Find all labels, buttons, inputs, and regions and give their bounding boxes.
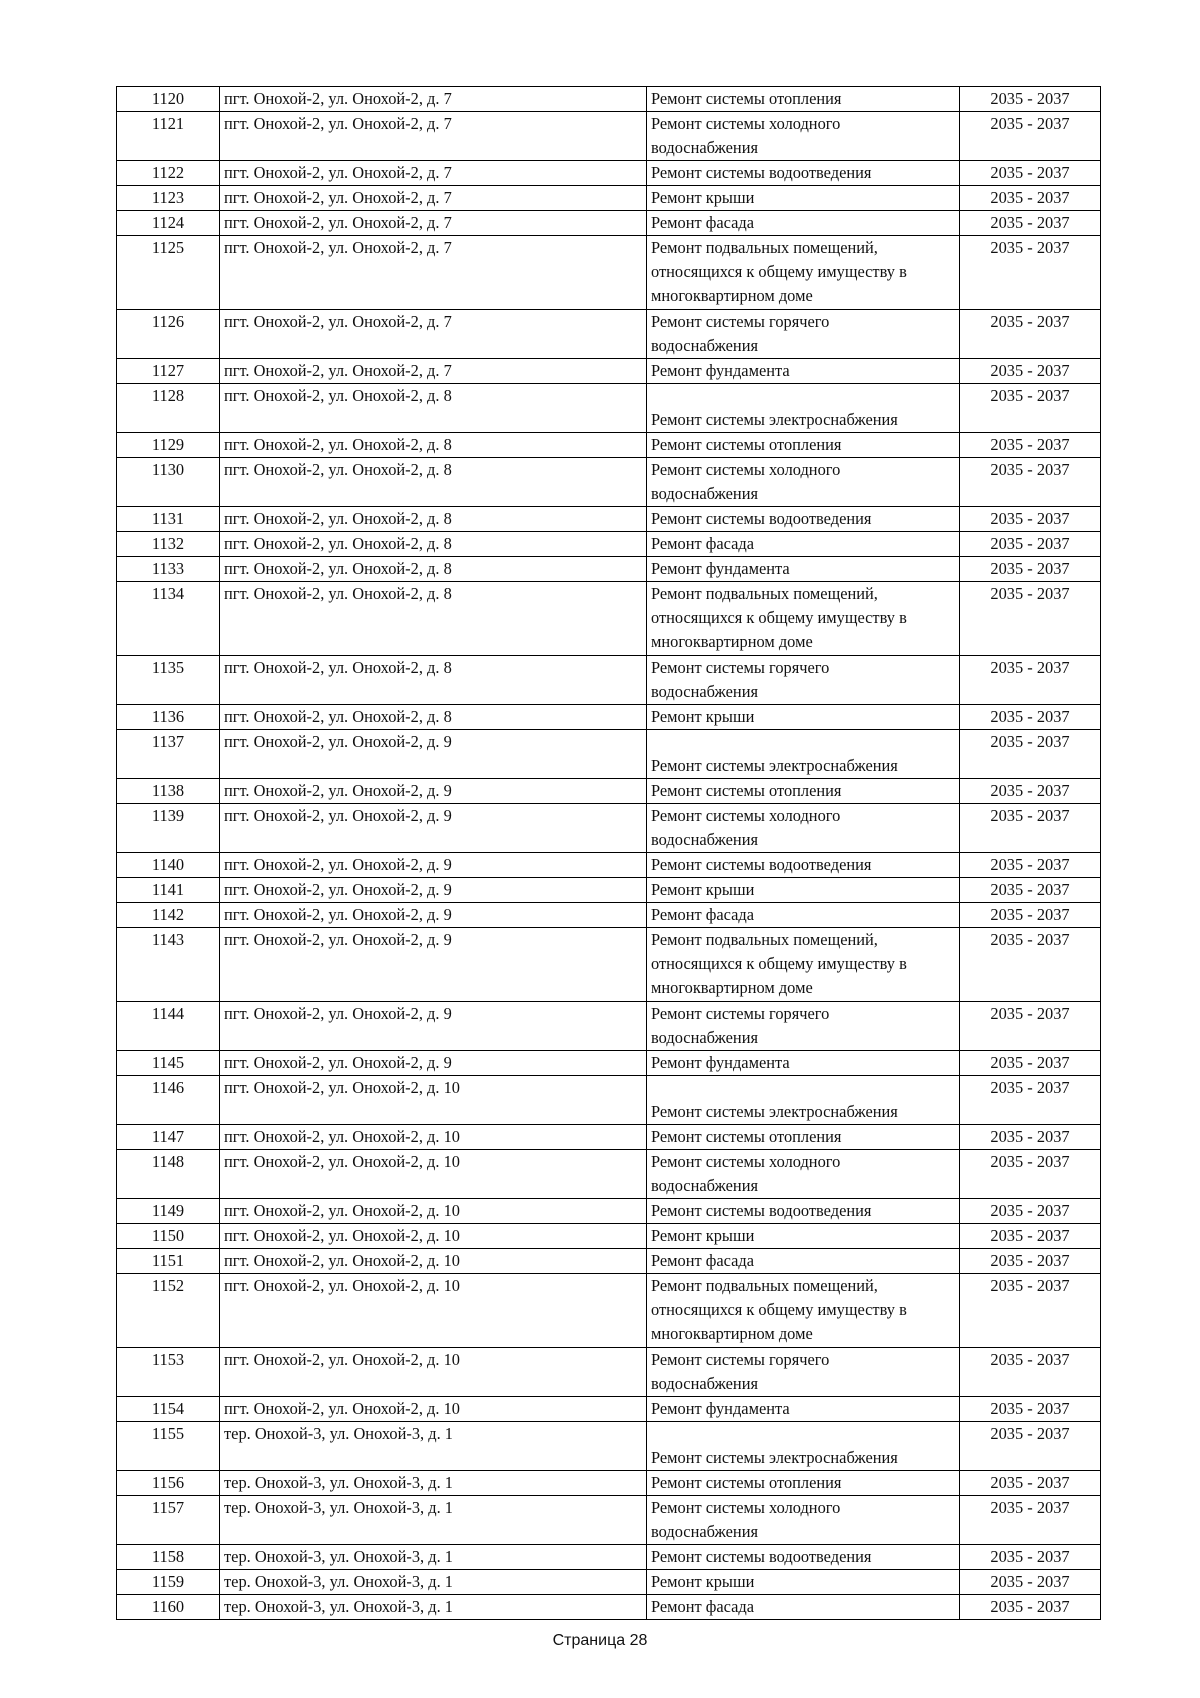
- table-row: [117, 804, 1101, 853]
- row-period: 2035 - 2037: [960, 87, 1101, 112]
- row-number: 1125: [117, 236, 220, 310]
- row-period: 2035 - 2037: [960, 582, 1101, 656]
- row-period: 2035 - 2037: [960, 705, 1101, 730]
- table-row: [117, 1595, 1101, 1620]
- row-number: 1155: [117, 1422, 220, 1471]
- row-period: 2035 - 2037: [960, 161, 1101, 186]
- row-address: пгт. Онохой-2, ул. Онохой-2, д. 9: [220, 804, 647, 853]
- table-row: [117, 87, 1101, 112]
- row-period: 2035 - 2037: [960, 804, 1101, 853]
- row-work-type: Ремонт системы отопления: [647, 1471, 960, 1496]
- row-address: пгт. Онохой-2, ул. Онохой-2, д. 10: [220, 1076, 647, 1125]
- row-number: 1120: [117, 87, 220, 112]
- row-period: 2035 - 2037: [960, 384, 1101, 433]
- row-address: пгт. Онохой-2, ул. Онохой-2, д. 7: [220, 112, 647, 161]
- row-number: 1130: [117, 458, 220, 507]
- row-work-type: Ремонт подвальных помещений, относящихся к общему имуществу в многоквартирном доме: [647, 236, 960, 310]
- row-address: пгт. Онохой-2, ул. Онохой-2, д. 8: [220, 458, 647, 507]
- row-address: пгт. Онохой-2, ул. Онохой-2, д. 8: [220, 532, 647, 557]
- table-row: [117, 1397, 1101, 1422]
- row-period: 2035 - 2037: [960, 532, 1101, 557]
- row-work-type: Ремонт системы горячего водоснабжения: [647, 656, 960, 705]
- row-address: пгт. Онохой-2, ул. Онохой-2, д. 7: [220, 87, 647, 112]
- row-work-type: Ремонт подвальных помещений, относящихся к общему имуществу в многоквартирном доме: [647, 928, 960, 1002]
- row-period: 2035 - 2037: [960, 730, 1101, 779]
- row-number: 1160: [117, 1595, 220, 1620]
- table-row: [117, 532, 1101, 557]
- row-work-type: Ремонт системы водоотведения: [647, 1545, 960, 1570]
- row-period: 2035 - 2037: [960, 853, 1101, 878]
- row-number: 1129: [117, 433, 220, 458]
- row-work-type: Ремонт системы электроснабжения: [647, 730, 960, 779]
- row-address: пгт. Онохой-2, ул. Онохой-2, д. 8: [220, 582, 647, 656]
- row-period: 2035 - 2037: [960, 1150, 1101, 1199]
- row-period: 2035 - 2037: [960, 112, 1101, 161]
- row-work-type: Ремонт крыши: [647, 186, 960, 211]
- table-row: [117, 112, 1101, 161]
- table-row: [117, 1224, 1101, 1249]
- table-row: [117, 903, 1101, 928]
- table-row: [117, 1496, 1101, 1545]
- row-number: 1138: [117, 779, 220, 804]
- row-address: пгт. Онохой-2, ул. Онохой-2, д. 9: [220, 779, 647, 804]
- row-address: пгт. Онохой-2, ул. Онохой-2, д. 9: [220, 853, 647, 878]
- row-number: 1123: [117, 186, 220, 211]
- row-address: пгт. Онохой-2, ул. Онохой-2, д. 10: [220, 1224, 647, 1249]
- table-row: [117, 310, 1101, 359]
- table-row: [117, 582, 1101, 656]
- row-number: 1147: [117, 1125, 220, 1150]
- row-period: 2035 - 2037: [960, 1348, 1101, 1397]
- row-number: 1133: [117, 557, 220, 582]
- row-address: пгт. Онохой-2, ул. Онохой-2, д. 8: [220, 656, 647, 705]
- row-number: 1122: [117, 161, 220, 186]
- row-number: 1127: [117, 359, 220, 384]
- row-period: 2035 - 2037: [960, 1595, 1101, 1620]
- table-row: [117, 1570, 1101, 1595]
- row-work-type: Ремонт подвальных помещений, относящихся к общему имуществу в многоквартирном доме: [647, 582, 960, 656]
- row-work-type: Ремонт системы холодного водоснабжения: [647, 1150, 960, 1199]
- row-period: 2035 - 2037: [960, 1224, 1101, 1249]
- row-work-type: Ремонт системы горячего водоснабжения: [647, 1002, 960, 1051]
- row-number: 1135: [117, 656, 220, 705]
- row-period: 2035 - 2037: [960, 359, 1101, 384]
- row-address: пгт. Онохой-2, ул. Онохой-2, д. 8: [220, 507, 647, 532]
- row-address: тер. Онохой-3, ул. Онохой-3, д. 1: [220, 1545, 647, 1570]
- row-period: 2035 - 2037: [960, 656, 1101, 705]
- row-work-type: Ремонт фасада: [647, 532, 960, 557]
- table-row: [117, 853, 1101, 878]
- row-work-type: Ремонт крыши: [647, 1570, 960, 1595]
- row-period: 2035 - 2037: [960, 1125, 1101, 1150]
- row-period: 2035 - 2037: [960, 779, 1101, 804]
- row-address: пгт. Онохой-2, ул. Онохой-2, д. 9: [220, 903, 647, 928]
- row-period: 2035 - 2037: [960, 1274, 1101, 1348]
- table-row: [117, 458, 1101, 507]
- row-number: 1139: [117, 804, 220, 853]
- row-address: пгт. Онохой-2, ул. Онохой-2, д. 7: [220, 310, 647, 359]
- row-work-type: Ремонт фундамента: [647, 557, 960, 582]
- row-period: 2035 - 2037: [960, 928, 1101, 1002]
- table-row: [117, 705, 1101, 730]
- row-work-type: Ремонт системы водоотведения: [647, 1199, 960, 1224]
- row-work-type: Ремонт системы отопления: [647, 779, 960, 804]
- row-number: 1151: [117, 1249, 220, 1274]
- row-period: 2035 - 2037: [960, 211, 1101, 236]
- table-row: [117, 1348, 1101, 1397]
- row-number: 1149: [117, 1199, 220, 1224]
- row-period: 2035 - 2037: [960, 903, 1101, 928]
- table-row: [117, 1249, 1101, 1274]
- row-work-type: Ремонт системы водоотведения: [647, 853, 960, 878]
- table-row: [117, 384, 1101, 433]
- row-address: тер. Онохой-3, ул. Онохой-3, д. 1: [220, 1471, 647, 1496]
- row-work-type: Ремонт системы отопления: [647, 1125, 960, 1150]
- row-address: пгт. Онохой-2, ул. Онохой-2, д. 8: [220, 433, 647, 458]
- row-number: 1158: [117, 1545, 220, 1570]
- table-row: [117, 1422, 1101, 1471]
- row-address: пгт. Онохой-2, ул. Онохой-2, д. 7: [220, 359, 647, 384]
- table-row: [117, 1545, 1101, 1570]
- repair-schedule-table: [116, 86, 1101, 1620]
- row-address: пгт. Онохой-2, ул. Онохой-2, д. 9: [220, 1002, 647, 1051]
- row-number: 1145: [117, 1051, 220, 1076]
- row-number: 1142: [117, 903, 220, 928]
- row-period: 2035 - 2037: [960, 1545, 1101, 1570]
- row-work-type: Ремонт системы водоотведения: [647, 161, 960, 186]
- table-row: [117, 1274, 1101, 1348]
- row-period: 2035 - 2037: [960, 1002, 1101, 1051]
- row-address: тер. Онохой-3, ул. Онохой-3, д. 1: [220, 1570, 647, 1595]
- table-row: [117, 359, 1101, 384]
- table-row: [117, 211, 1101, 236]
- row-work-type: Ремонт системы электроснабжения: [647, 384, 960, 433]
- row-number: 1126: [117, 310, 220, 359]
- row-period: 2035 - 2037: [960, 186, 1101, 211]
- table-row: [117, 507, 1101, 532]
- row-work-type: Ремонт фундамента: [647, 1051, 960, 1076]
- row-address: пгт. Онохой-2, ул. Онохой-2, д. 7: [220, 211, 647, 236]
- row-number: 1153: [117, 1348, 220, 1397]
- row-number: 1146: [117, 1076, 220, 1125]
- row-work-type: Ремонт системы горячего водоснабжения: [647, 1348, 960, 1397]
- row-address: пгт. Онохой-2, ул. Онохой-2, д. 10: [220, 1274, 647, 1348]
- row-period: 2035 - 2037: [960, 310, 1101, 359]
- row-number: 1157: [117, 1496, 220, 1545]
- row-number: 1137: [117, 730, 220, 779]
- row-number: 1154: [117, 1397, 220, 1422]
- row-number: 1148: [117, 1150, 220, 1199]
- row-address: пгт. Онохой-2, ул. Онохой-2, д. 10: [220, 1249, 647, 1274]
- table-row: [117, 1199, 1101, 1224]
- row-address: пгт. Онохой-2, ул. Онохой-2, д. 10: [220, 1199, 647, 1224]
- row-work-type: Ремонт системы холодного водоснабжения: [647, 1496, 960, 1545]
- row-address: пгт. Онохой-2, ул. Онохой-2, д. 8: [220, 705, 647, 730]
- row-period: 2035 - 2037: [960, 557, 1101, 582]
- row-period: 2035 - 2037: [960, 1076, 1101, 1125]
- row-work-type: Ремонт системы электроснабжения: [647, 1076, 960, 1125]
- row-address: пгт. Онохой-2, ул. Онохой-2, д. 8: [220, 557, 647, 582]
- row-work-type: Ремонт подвальных помещений, относящихся к общему имуществу в многоквартирном доме: [647, 1274, 960, 1348]
- row-work-type: Ремонт крыши: [647, 705, 960, 730]
- row-number: 1159: [117, 1570, 220, 1595]
- table-row: [117, 1125, 1101, 1150]
- row-number: 1150: [117, 1224, 220, 1249]
- page-number: Страница 28: [552, 1632, 648, 1649]
- row-period: 2035 - 2037: [960, 1199, 1101, 1224]
- row-period: 2035 - 2037: [960, 1249, 1101, 1274]
- row-work-type: Ремонт фасада: [647, 1249, 960, 1274]
- row-period: 2035 - 2037: [960, 236, 1101, 310]
- row-address: пгт. Онохой-2, ул. Онохой-2, д. 10: [220, 1125, 647, 1150]
- row-address: пгт. Онохой-2, ул. Онохой-2, д. 9: [220, 1051, 647, 1076]
- row-address: пгт. Онохой-2, ул. Онохой-2, д. 10: [220, 1397, 647, 1422]
- row-period: 2035 - 2037: [960, 433, 1101, 458]
- row-period: 2035 - 2037: [960, 1051, 1101, 1076]
- row-number: 1134: [117, 582, 220, 656]
- row-number: 1144: [117, 1002, 220, 1051]
- row-period: 2035 - 2037: [960, 1422, 1101, 1471]
- table-body: [117, 87, 1101, 1620]
- row-work-type: Ремонт крыши: [647, 878, 960, 903]
- row-period: 2035 - 2037: [960, 1496, 1101, 1545]
- row-work-type: Ремонт системы отопления: [647, 87, 960, 112]
- row-period: 2035 - 2037: [960, 1570, 1101, 1595]
- row-work-type: Ремонт фундамента: [647, 359, 960, 384]
- row-number: 1121: [117, 112, 220, 161]
- table-row: [117, 1076, 1101, 1125]
- row-number: 1136: [117, 705, 220, 730]
- row-number: 1152: [117, 1274, 220, 1348]
- row-work-type: Ремонт фасада: [647, 1595, 960, 1620]
- row-work-type: Ремонт крыши: [647, 1224, 960, 1249]
- table-row: [117, 1150, 1101, 1199]
- row-number: 1141: [117, 878, 220, 903]
- row-address: тер. Онохой-3, ул. Онохой-3, д. 1: [220, 1422, 647, 1471]
- table-row: [117, 730, 1101, 779]
- row-address: тер. Онохой-3, ул. Онохой-3, д. 1: [220, 1595, 647, 1620]
- row-address: пгт. Онохой-2, ул. Онохой-2, д. 7: [220, 236, 647, 310]
- row-address: тер. Онохой-3, ул. Онохой-3, д. 1: [220, 1496, 647, 1545]
- row-address: пгт. Онохой-2, ул. Онохой-2, д. 10: [220, 1150, 647, 1199]
- row-period: 2035 - 2037: [960, 1397, 1101, 1422]
- row-address: пгт. Онохой-2, ул. Онохой-2, д. 9: [220, 730, 647, 779]
- row-work-type: Ремонт системы холодного водоснабжения: [647, 112, 960, 161]
- table-row: [117, 878, 1101, 903]
- row-period: 2035 - 2037: [960, 1471, 1101, 1496]
- row-work-type: Ремонт системы горячего водоснабжения: [647, 310, 960, 359]
- row-work-type: Ремонт фундамента: [647, 1397, 960, 1422]
- row-number: 1124: [117, 211, 220, 236]
- row-address: пгт. Онохой-2, ул. Онохой-2, д. 10: [220, 1348, 647, 1397]
- row-period: 2035 - 2037: [960, 507, 1101, 532]
- table-row: [117, 236, 1101, 310]
- row-number: 1131: [117, 507, 220, 532]
- row-address: пгт. Онохой-2, ул. Онохой-2, д. 8: [220, 384, 647, 433]
- row-number: 1132: [117, 532, 220, 557]
- row-work-type: Ремонт системы отопления: [647, 433, 960, 458]
- row-work-type: Ремонт системы водоотведения: [647, 507, 960, 532]
- row-number: 1128: [117, 384, 220, 433]
- row-work-type: Ремонт системы холодного водоснабжения: [647, 458, 960, 507]
- table-row: [117, 557, 1101, 582]
- table-row: [117, 1471, 1101, 1496]
- table-row: [117, 656, 1101, 705]
- table-row: [117, 928, 1101, 1002]
- row-address: пгт. Онохой-2, ул. Онохой-2, д. 7: [220, 186, 647, 211]
- row-work-type: Ремонт фасада: [647, 903, 960, 928]
- row-period: 2035 - 2037: [960, 458, 1101, 507]
- row-work-type: Ремонт системы электроснабжения: [647, 1422, 960, 1471]
- table-row: [117, 186, 1101, 211]
- row-work-type: Ремонт фасада: [647, 211, 960, 236]
- row-address: пгт. Онохой-2, ул. Онохой-2, д. 9: [220, 928, 647, 1002]
- table-row: [117, 779, 1101, 804]
- table-row: [117, 1051, 1101, 1076]
- table-row: [117, 433, 1101, 458]
- row-address: пгт. Онохой-2, ул. Онохой-2, д. 7: [220, 161, 647, 186]
- row-number: 1140: [117, 853, 220, 878]
- table-row: [117, 1002, 1101, 1051]
- row-number: 1143: [117, 928, 220, 1002]
- row-address: пгт. Онохой-2, ул. Онохой-2, д. 9: [220, 878, 647, 903]
- row-number: 1156: [117, 1471, 220, 1496]
- table-row: [117, 161, 1101, 186]
- row-work-type: Ремонт системы холодного водоснабжения: [647, 804, 960, 853]
- row-period: 2035 - 2037: [960, 878, 1101, 903]
